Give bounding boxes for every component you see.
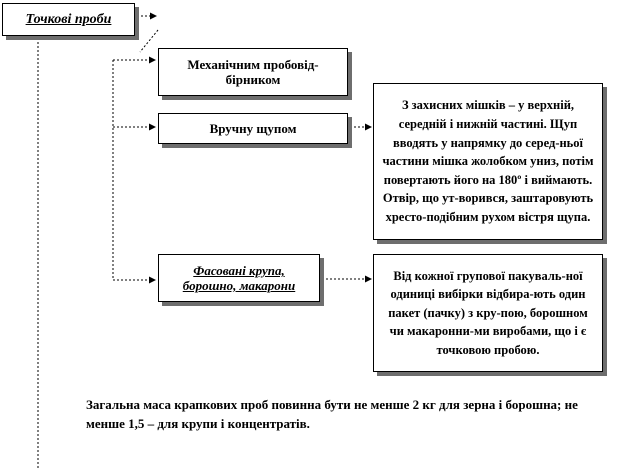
method-mechanical-label: Механічним пробовід-бірником [187,57,319,87]
packaged-box [158,254,320,302]
note-text: Загальна маса крапкових проб повинна бути не менше 2 кг для зерна і борошна; не менше 1,5 – для крупи і концентратів. [86,397,578,431]
root-box [2,3,135,36]
packaged-label-line2: борошно, макарони [182,278,296,293]
manual-description-text: З захисних мішків – у верхній, середній і нижній частині. Щуп вводять у напрямку до серед-ньої частини мішка жолобком униз, потім повертають його на 180º і виймають. Отвір, що ут-ворився, заштаровують хресто-подібним рухом вістря щупа. [382,98,594,224]
diagonal-line [140,30,158,52]
method-manual-box [158,113,348,144]
packaged-description-box [373,254,603,372]
root-title: Точкові проби [25,11,112,27]
packaged-label-line1: Фасовані крупа, [193,263,285,278]
method-mechanical-box [158,48,348,96]
manual-description-box [373,83,603,240]
packaged-description-text: Від кожної групової пакуваль-ної одиниці вибірки відбира-ють один пакет (пачку) з кру-пою, борошном чи макаронни-ми виробами, що і є точковою пробою. [388,268,588,357]
method-manual-label: Вручну щупом [209,121,297,136]
